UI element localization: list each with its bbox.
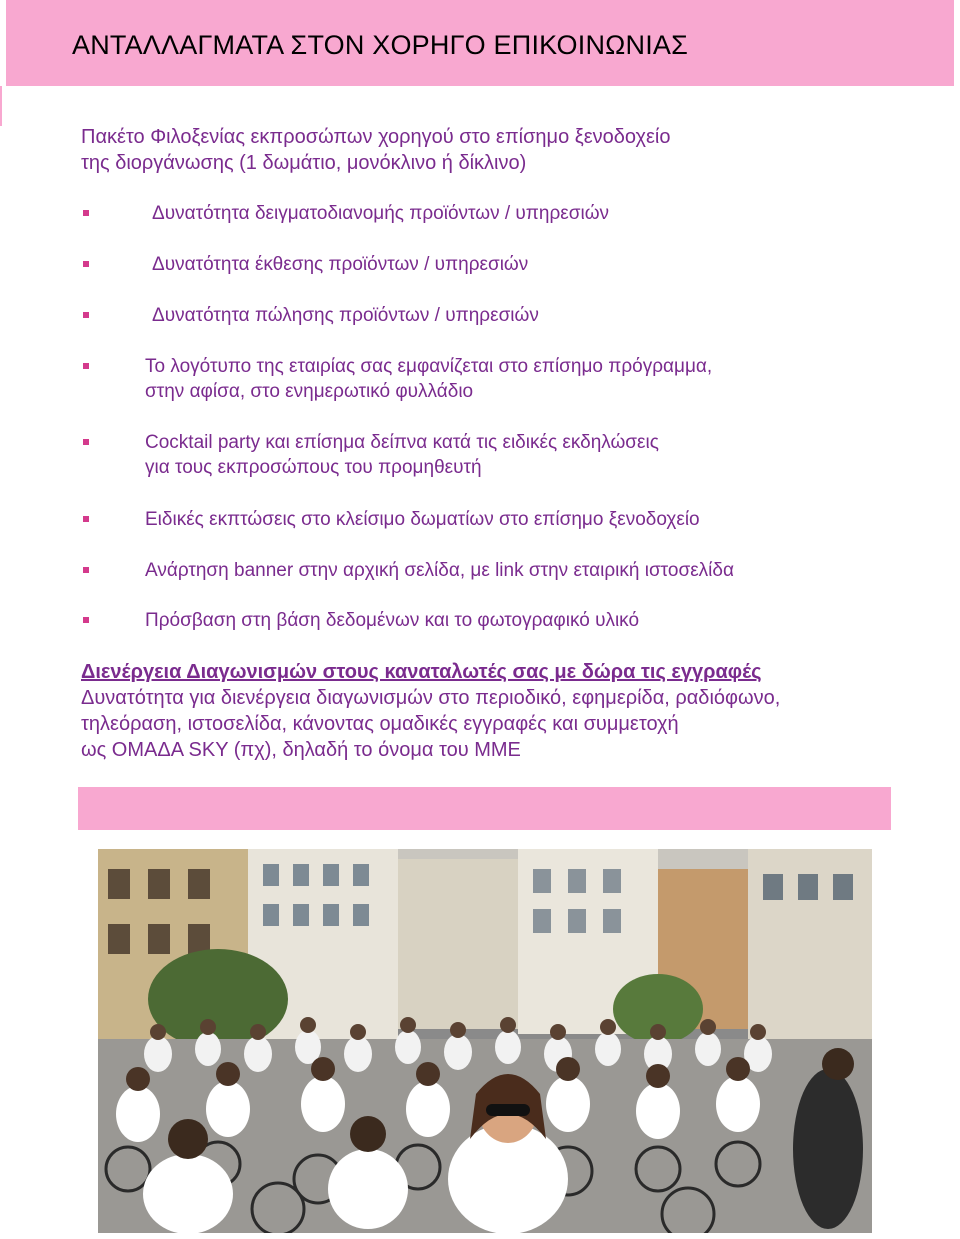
contest-body-line: Δυνατότητα για διενέργεια διαγωνισμών στο περιοδικό, εφημερίδα, ραδιόφωνο, bbox=[81, 687, 781, 709]
window bbox=[568, 909, 586, 933]
list-item-text bbox=[145, 558, 734, 583]
bullet-square-icon bbox=[83, 261, 89, 267]
contest-body bbox=[81, 685, 780, 763]
list-item-line: Ειδικές εκπτώσεις στο κλείσιμο δωματίων στο επίσημο ξενοδοχείο bbox=[145, 509, 700, 530]
page-title: ΑΝΤΑΛΛΑΓΜΑΤΑ ΣΤΟΝ ΧΟΡΗΓΟ ΕΠΙΚΟΙΝΩΝΙΑΣ bbox=[72, 30, 689, 60]
contest-body-line: τηλεόραση, ιστοσελίδα, κάνοντας ομαδικές εγγραφές και συμμετοχή bbox=[81, 713, 679, 735]
window bbox=[188, 869, 210, 899]
building bbox=[398, 859, 518, 1029]
window bbox=[148, 924, 170, 954]
intro-paragraph bbox=[81, 124, 670, 176]
window bbox=[108, 924, 130, 954]
window bbox=[108, 869, 130, 899]
list-item-line: στην αφίσα, στο ενημερωτικό φυλλάδιο bbox=[145, 381, 474, 402]
list-item-line: Το λογότυπο της εταιρίας σας εμφανίζεται στο επίσημο πρόγραμμα, bbox=[145, 356, 713, 377]
bullet-square-icon bbox=[83, 363, 89, 369]
window bbox=[293, 864, 309, 886]
window bbox=[353, 904, 369, 926]
window bbox=[533, 869, 551, 893]
tree bbox=[148, 949, 288, 1049]
window bbox=[568, 869, 586, 893]
bullet-square-icon bbox=[83, 439, 89, 445]
list-item-line: Ανάρτηση banner στην αρχική σελίδα, με link στην εταιρική ιστοσελίδα bbox=[145, 560, 734, 581]
window bbox=[603, 909, 621, 933]
window bbox=[353, 864, 369, 886]
window bbox=[188, 924, 210, 954]
list-item-text bbox=[152, 252, 528, 277]
contest-body-line: ως ΟΜΑΔΑ SKY (πχ), δηλαδή το όνομα του ΜΜΕ bbox=[81, 739, 521, 761]
contest-heading: Διενέργεια Διαγωνισμών στους καναταλωτές σας με δώρα τις εγγραφές bbox=[81, 661, 762, 683]
list-item-line: Cocktail party και επίσημα δείπνα κατά τις ειδικές εκδηλώσεις bbox=[145, 432, 659, 453]
bullet-square-icon bbox=[83, 312, 89, 318]
window bbox=[798, 874, 818, 900]
window bbox=[763, 874, 783, 900]
list-item-text bbox=[145, 354, 712, 404]
list-item-text bbox=[145, 608, 639, 633]
bullet-square-icon bbox=[83, 567, 89, 573]
window bbox=[148, 869, 170, 899]
bullet-square-icon bbox=[83, 516, 89, 522]
list-item-line: Πρόσβαση στη βάση δεδομένων και το φωτογραφικό υλικό bbox=[145, 610, 640, 631]
pink-divider-bar bbox=[78, 787, 891, 830]
window bbox=[263, 904, 279, 926]
list-item-text bbox=[152, 201, 609, 226]
bullet-square-icon bbox=[83, 210, 89, 216]
left-rule-accent bbox=[0, 86, 2, 126]
list-item-line: Δυνατότητα πώλησης προϊόντων / υπηρεσιών bbox=[152, 305, 539, 326]
window bbox=[323, 864, 339, 886]
list-item-text bbox=[145, 430, 659, 480]
list-item-text bbox=[145, 507, 700, 532]
contest-section bbox=[81, 659, 780, 763]
intro-line: Πακέτο Φιλοξενίας εκπροσώπων χορηγού στο επίσημο ξενοδοχείο bbox=[81, 126, 671, 148]
photo-illustration bbox=[98, 849, 872, 1233]
window bbox=[293, 904, 309, 926]
cycling-event-photo bbox=[98, 849, 872, 1233]
bullet-square-icon bbox=[83, 617, 89, 623]
list-item-text bbox=[152, 303, 539, 328]
window bbox=[323, 904, 339, 926]
window bbox=[833, 874, 853, 900]
list-item-line: Δυνατότητα έκθεσης προϊόντων / υπηρεσιών bbox=[152, 254, 529, 275]
window bbox=[603, 869, 621, 893]
window bbox=[533, 909, 551, 933]
list-item-line: για τους εκπροσώπους του προμηθευτή bbox=[145, 457, 482, 478]
window bbox=[263, 864, 279, 886]
intro-line: της διοργάνωσης (1 δωμάτιο, μονόκλινο ή δίκλινο) bbox=[81, 152, 527, 174]
list-item-line: Δυνατότητα δειγματοδιανομής προϊόντων / υπηρεσιών bbox=[152, 203, 610, 224]
